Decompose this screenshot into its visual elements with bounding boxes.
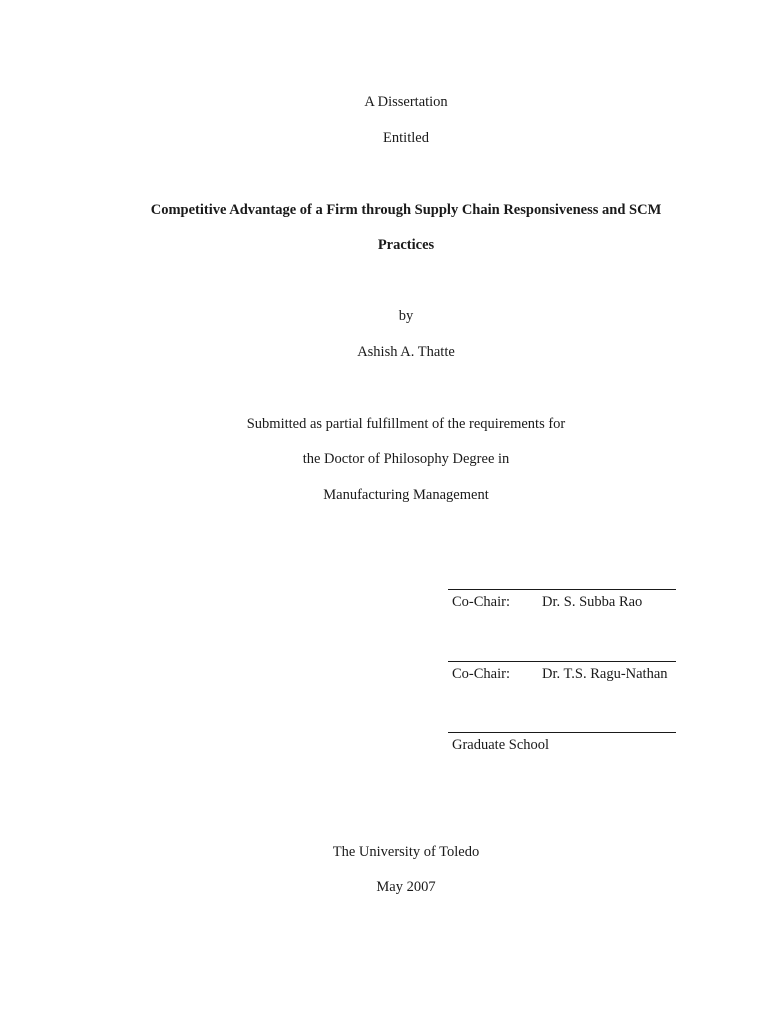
author-name: Ashish A. Thatte [357, 344, 455, 360]
signature-line [448, 589, 676, 590]
signature-name: Dr. T.S. Ragu-Nathan [542, 666, 668, 682]
submission-line-2: the Doctor of Philosophy Degree in [302, 451, 510, 467]
signature-line [448, 732, 676, 733]
submission-line-3: Manufacturing Management [323, 487, 489, 503]
by-label: by [398, 308, 414, 324]
signature-role: Graduate School [452, 737, 550, 753]
signature-role: Co-Chair: [452, 666, 510, 682]
signature-block-co-chair-2 [448, 661, 676, 683]
title-line-2: Practices [377, 237, 435, 253]
entitled-label: Entitled [383, 130, 429, 146]
document-kind: A Dissertation [364, 94, 448, 110]
signature-name: Dr. S. Subba Rao [542, 594, 643, 610]
title-line-1: Competitive Advantage of a Firm through Supply Chain Responsiveness and SCM [150, 202, 662, 218]
signature-block-co-chair-1 [448, 589, 676, 611]
signature-role: Co-Chair: [452, 594, 510, 610]
signature-line [448, 661, 676, 662]
signature-block-graduate-school [448, 732, 676, 754]
submission-line-1: Submitted as partial fulfillment of the requirements for [246, 416, 566, 432]
submission-date: May 2007 [376, 879, 436, 895]
institution-name: The University of Toledo [332, 844, 480, 860]
